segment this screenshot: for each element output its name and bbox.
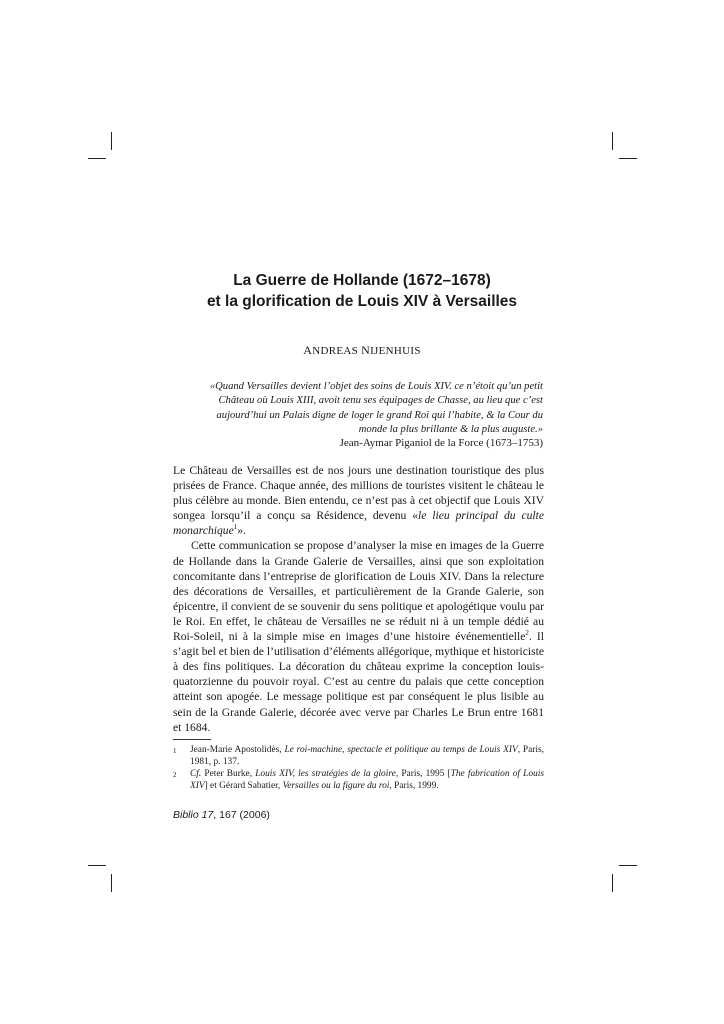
title-line-2: et la glorification de Louis XIV à Versailles bbox=[206, 293, 518, 310]
crop-mark bbox=[88, 158, 106, 159]
crop-mark bbox=[619, 158, 637, 159]
title-line-1: La Guerre de Hollande (1672–1678) bbox=[233, 272, 491, 289]
footnote-separator bbox=[173, 739, 211, 740]
paragraph-2: Cette communication se propose d’analyser la mise en images de la Guerre de Hollande dans la Grande Galerie de Versailles, ainsi que son exploitation concomitante dans l’entreprise de glorification de Louis XIV. Dans la relecture des décorations de Versailles, et particulièrement de la Grande Galerie, son épicentre, il convient de se souvenir du sens politique et apologétique voulu par le Roi. En effet, le château de Versailles ne se réduit ni à un temple dédié au Roi-Soleil, ni à la simple mise en images d’une histoire événementielle$^2$. Il s’agit bel et bien de l’utilisation d’éléments allégorique, mythique et historiciste à des fins politiques. La décoration du château exprime la conception louis-quatorzienne du pouvoir royal. C’est au centre du palais que cette conception atteint son apogée. Le message politique est par conséquent le plus lisible au sein de la Grande Galerie, décorée avec verve par Charles Le Brun entre 1681 et 1684. bbox=[173, 539, 544, 734]
crop-mark bbox=[111, 132, 112, 150]
crop-mark bbox=[111, 874, 112, 892]
footnote-ref[interactable]: 2 bbox=[525, 629, 529, 638]
crop-mark bbox=[612, 132, 613, 150]
page-folio: Biblio 17, 167 (2006) bbox=[173, 809, 270, 821]
author-name: ANDREAS NIJENHUIS bbox=[303, 343, 421, 357]
article-title bbox=[150, 270, 574, 312]
crop-mark bbox=[88, 865, 106, 866]
footnote-2: 2 Cf. Peter Burke, Louis XIV, les stratégies de la gloire, Paris, 1995 [The fabrication of Louis XIV] et Gérard Sabatier, Versailles ou la figure du roi, Paris, 1999. bbox=[173, 769, 544, 791]
footnotes bbox=[173, 745, 544, 793]
body-text bbox=[173, 463, 544, 735]
crop-mark bbox=[612, 874, 613, 892]
epigraph-source: Jean-Aymar Piganiol de la Force (1673–1753) bbox=[339, 437, 543, 449]
footnote-ref[interactable]: 1 bbox=[233, 523, 238, 532]
crop-mark bbox=[619, 865, 637, 866]
epigraph-quote: «Quand Versailles devient l’objet des soins de Louis XIV. ce n’étoit qu’un petit Château où Louis XIII, avoit tenu ses équipages de Chasse, au lieu que c’est aujourd’hui un Palais digne de loger le grand Roi qui l’habite, & la Cour du monde la plus brillante & la plus auguste.» bbox=[209, 381, 543, 436]
footnote-1: 1 Jean-Marie Apostolidès, Le roi-machine, spectacle et politique au temps de Louis XIV, Paris, 1981, p. 137. bbox=[173, 745, 544, 767]
paragraph-1: Le Château de Versailles est de nos jours une destination touristique des plus prisées de France. Chaque année, des millions de touristes visitent le château le plus célèbre au monde. Bien entendu, ce n’est pas à cet objectif que Louis XIV songea lorsqu’il a conçu sa Résidence, devenu «le lieu principal du culte monarchique$^1$». bbox=[173, 464, 545, 538]
